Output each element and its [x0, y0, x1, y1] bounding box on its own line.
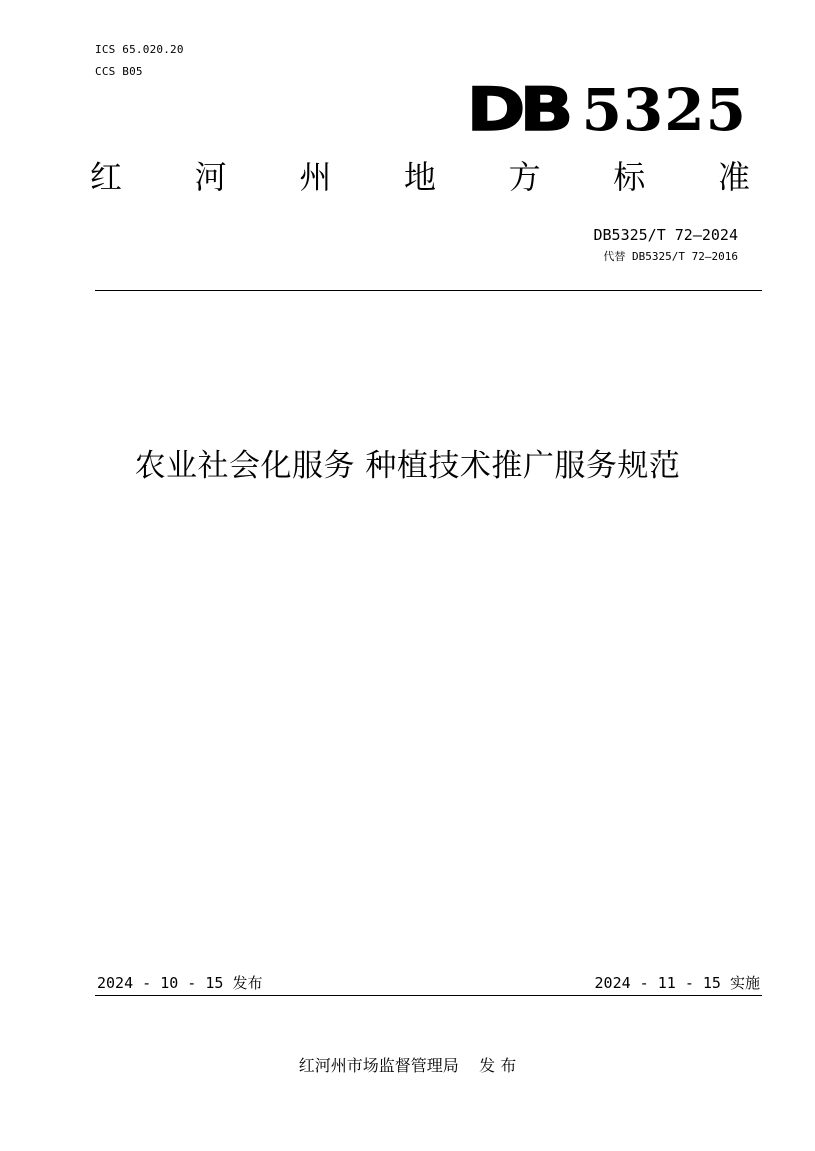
standard-type-char: 红: [90, 158, 123, 196]
issuer: 红河州市场监督管理局 发 布: [298, 1056, 517, 1075]
document-title: 农业社会化服务 种植技术推广服务规范: [134, 448, 681, 484]
ics-code: ICS 65.020.20: [95, 43, 184, 56]
standard-type-char: 地: [403, 158, 436, 196]
replaces-note: 代替 DB5325/T 72—2016: [603, 250, 738, 263]
document-number: DB5325/T 72—2024: [593, 226, 738, 244]
ccs-code: CCS B05: [95, 65, 143, 78]
db-logo-code: 5325: [581, 76, 747, 144]
standard-type-heading: [90, 155, 750, 199]
standard-type-char: 河: [194, 158, 227, 196]
standard-type-char: 方: [508, 158, 541, 196]
db-logo: [466, 75, 747, 145]
implement-date: 2024 - 11 - 15 实施: [594, 974, 760, 992]
publish-date: 2024 - 10 - 15 发布: [97, 974, 263, 992]
standard-type-char: 州: [299, 158, 332, 196]
db-logo-letters: DB: [466, 75, 568, 145]
standard-type-char: 标: [613, 158, 646, 196]
bottom-divider: [95, 995, 762, 996]
top-divider: [95, 290, 762, 291]
standard-type-char: 准: [717, 158, 750, 196]
